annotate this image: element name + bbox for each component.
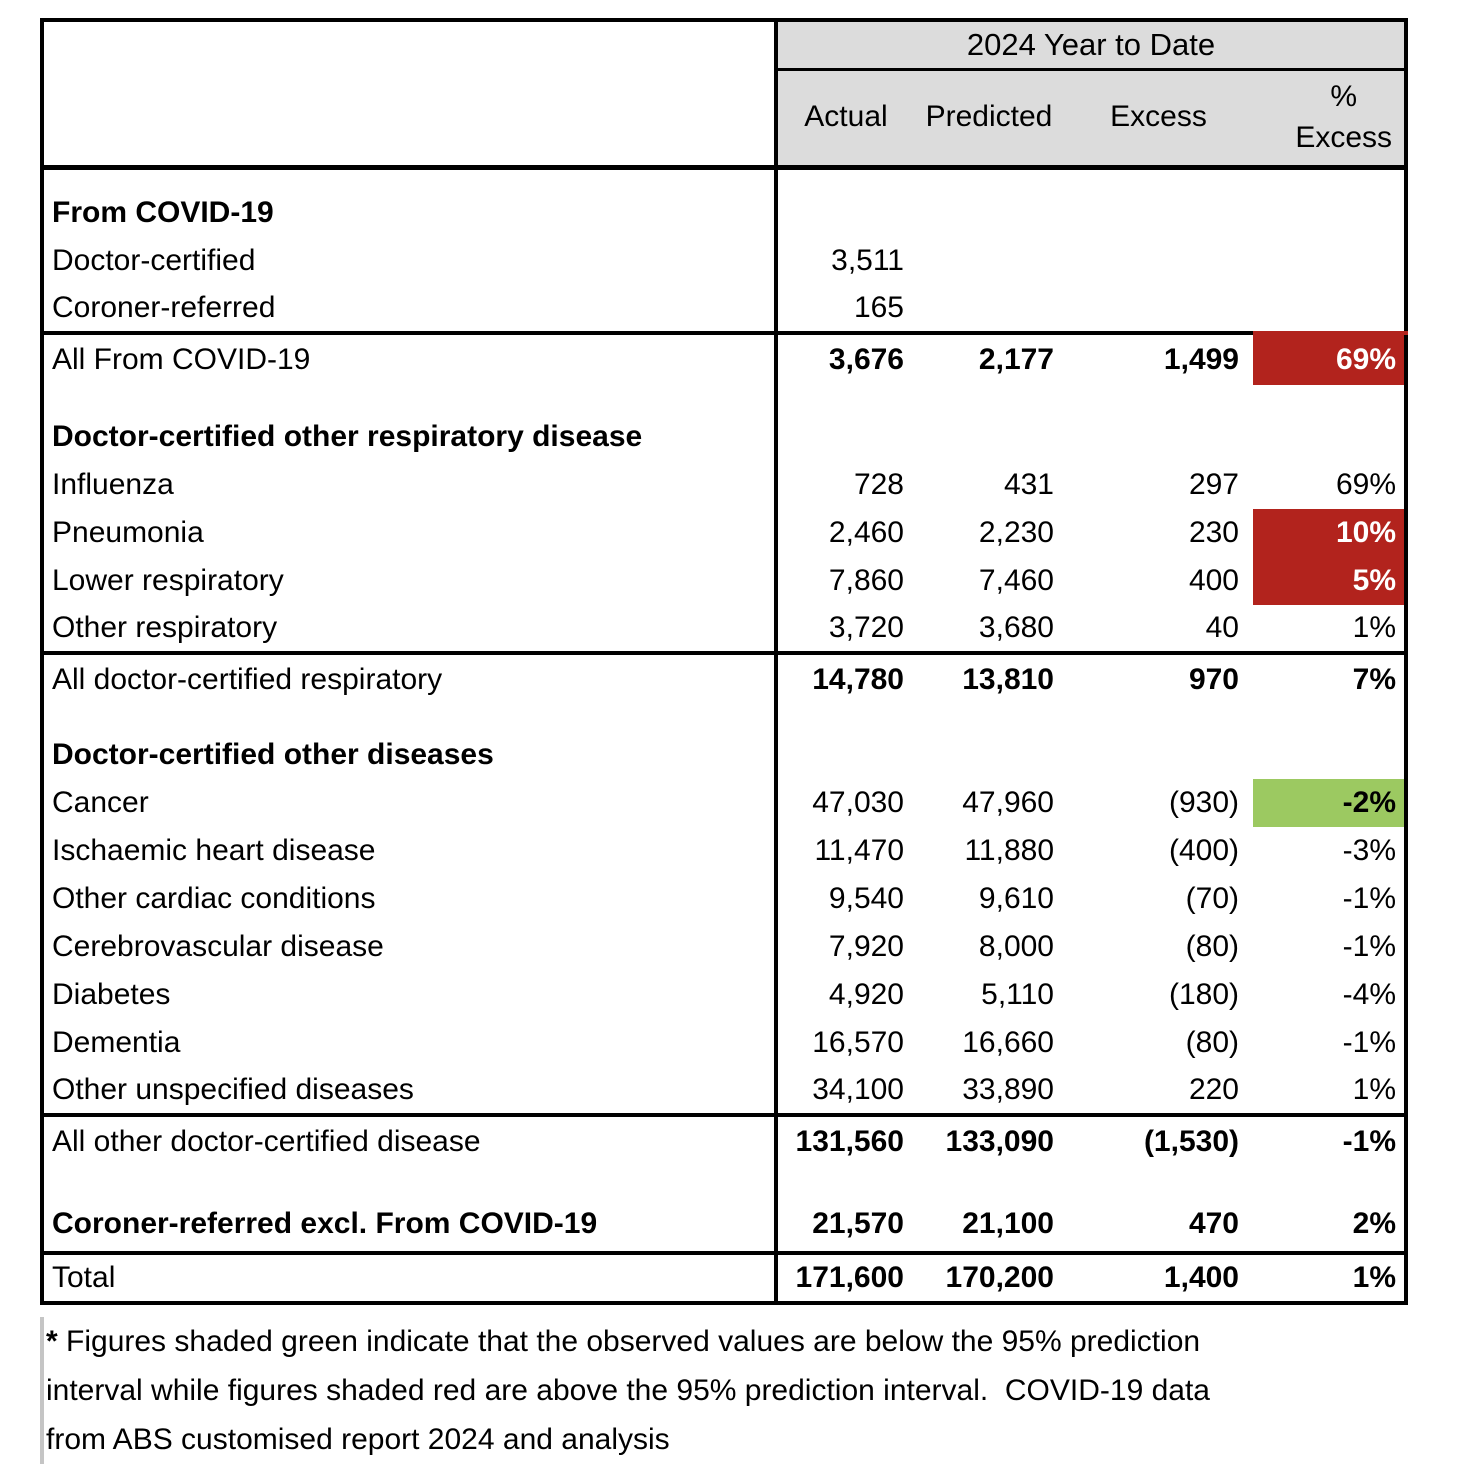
row-label: Other unspecified diseases — [42, 1067, 776, 1115]
row-label: Other cardiac conditions — [42, 875, 776, 923]
cell-pct-excess — [1253, 731, 1406, 779]
cell-excess: 1,499 — [1064, 333, 1253, 385]
cell-predicted — [914, 237, 1064, 285]
table-group-header: 2024 Year to Date — [776, 20, 1406, 69]
cell-actual: 7,920 — [828, 929, 904, 963]
cell-excess: 230 — [1188, 515, 1239, 549]
row-label: Ischaemic heart disease — [42, 827, 776, 875]
cell-excess: 40 — [1205, 610, 1239, 644]
cell-predicted: 33,890 — [962, 1072, 1054, 1106]
excess-mortality-table — [40, 18, 1408, 1305]
cell-predicted: 431 — [1003, 467, 1054, 501]
cell-pct-excess: -1% — [1342, 1025, 1397, 1059]
row-label: All doctor-certified respiratory — [42, 653, 776, 705]
cell-predicted: 47,960 — [962, 785, 1054, 819]
row-label: Pneumonia — [42, 509, 776, 557]
cell-excess: (80) — [1185, 1025, 1239, 1059]
corner-cell — [42, 20, 776, 167]
cell-actual — [776, 189, 914, 237]
cell-excess: (80) — [1185, 929, 1239, 963]
footnote — [40, 1317, 1394, 1464]
cell-pct-excess: 1% — [1352, 1072, 1397, 1106]
table-header-group-row — [42, 20, 1406, 69]
cell-actual: 3,676 — [776, 333, 914, 385]
row-coroner-referred-excl-covid-19 — [42, 1197, 1406, 1253]
cell-pct-excess: -4% — [1342, 977, 1397, 1011]
row-label: Doctor-certified — [42, 237, 776, 285]
cell-actual: 11,470 — [814, 833, 904, 867]
cell-excess: (400) — [1168, 833, 1239, 867]
row-all-other-doctor-certified-disease — [42, 1115, 1406, 1167]
data-table — [40, 18, 1408, 1305]
cell-excess: 297 — [1188, 467, 1239, 501]
row-label: Coroner-referred — [42, 285, 776, 333]
footnote-asterisk: * — [46, 1325, 58, 1358]
cell-actual: 3,511 — [831, 243, 904, 277]
cell-excess: (70) — [1185, 881, 1239, 915]
cell-excess — [1064, 189, 1253, 237]
column-header-actual: Actual — [776, 69, 914, 167]
row-cerebrovascular-disease — [42, 923, 1406, 971]
row-label: All other doctor-certified disease — [42, 1115, 776, 1167]
cell-pct-excess — [1253, 413, 1406, 461]
cell-predicted — [914, 285, 1064, 333]
row-label: Cancer — [42, 779, 776, 827]
cell-actual: 9,540 — [828, 881, 904, 915]
cell-predicted: 11,880 — [964, 833, 1054, 867]
footnote-line-3: from ABS customised report 2024 and analysis — [46, 1423, 670, 1456]
cell-pct-excess: 1% — [1352, 610, 1397, 644]
row-label: Coroner-referred excl. From COVID-19 — [42, 1197, 776, 1253]
cell-predicted: 2,230 — [978, 515, 1054, 549]
cell-excess — [1064, 285, 1253, 333]
cell-pct-excess: 2% — [1352, 1206, 1397, 1240]
cell-actual: 47,030 — [812, 785, 904, 819]
row-label: Total — [42, 1253, 776, 1303]
cell-excess: 220 — [1188, 1072, 1239, 1106]
cell-predicted: 7,460 — [978, 563, 1054, 597]
cell-excess: 970 — [1064, 653, 1253, 705]
row-diabetes — [42, 971, 1406, 1019]
cell-actual: 16,570 — [812, 1025, 904, 1059]
cell-excess: 470 — [1188, 1206, 1239, 1240]
spacer-row — [42, 167, 1406, 189]
cell-excess: (1,530) — [1064, 1115, 1253, 1167]
cell-excess: 1,400 — [1064, 1253, 1253, 1303]
cell-pct-excess-shaded-red: 10% — [1253, 509, 1406, 557]
cell-actual: 34,100 — [812, 1072, 904, 1106]
cell-predicted: 133,090 — [914, 1115, 1064, 1167]
row-section-other-diseases — [42, 731, 1406, 779]
row-coroner-referred — [42, 285, 1406, 333]
column-header-pct-excess — [1253, 69, 1406, 167]
pct-excess-header-stack: % Excess — [1295, 80, 1393, 154]
cell-pct-excess: -1% — [1342, 881, 1397, 915]
cell-predicted: 170,200 — [914, 1253, 1064, 1303]
row-label: Influenza — [42, 461, 776, 509]
spacer-row — [42, 1167, 1406, 1197]
cell-actual: 21,570 — [812, 1206, 904, 1240]
cell-predicted: 13,810 — [914, 653, 1064, 705]
row-label: Doctor-certified other respiratory disease — [42, 413, 776, 461]
cell-predicted: 3,680 — [978, 610, 1054, 644]
column-header-predicted: Predicted — [914, 69, 1064, 167]
row-other-respiratory — [42, 605, 1406, 653]
footnote-line-1: * Figures shaded green indicate that the observed values are below the 95% prediction — [46, 1325, 1201, 1358]
row-total — [42, 1253, 1406, 1303]
cell-pct-excess-shaded-green: -2% — [1253, 779, 1406, 827]
cell-actual: 131,560 — [776, 1115, 914, 1167]
row-lower-respiratory — [42, 557, 1406, 605]
row-doctor-certified — [42, 237, 1406, 285]
cell-pct-excess: -3% — [1342, 833, 1397, 867]
cell-predicted: 8,000 — [978, 929, 1054, 963]
row-influenza — [42, 461, 1406, 509]
cell-excess: (180) — [1168, 977, 1239, 1011]
cell-pct-excess: 7% — [1253, 653, 1406, 705]
cell-pct-excess: -1% — [1253, 1115, 1406, 1167]
cell-predicted: 21,100 — [962, 1206, 1054, 1240]
cell-actual: 165 — [853, 290, 904, 324]
spacer-row — [42, 705, 1406, 731]
cell-predicted — [914, 189, 1064, 237]
cell-pct-excess-shaded-red: 5% — [1253, 557, 1406, 605]
cell-pct-excess: 69% — [1335, 467, 1397, 501]
cell-actual: 4,920 — [828, 977, 904, 1011]
cell-excess: (930) — [1168, 785, 1239, 819]
footnote-line-2: interval while figures shaded red are above the 95% prediction interval. COVID-19 data — [46, 1374, 1210, 1407]
row-other-cardiac-conditions — [42, 875, 1406, 923]
cell-predicted: 2,177 — [914, 333, 1064, 385]
cell-actual: 7,860 — [828, 563, 904, 597]
row-cancer — [42, 779, 1406, 827]
row-ischaemic-heart-disease — [42, 827, 1406, 875]
cell-pct-excess: -1% — [1342, 929, 1397, 963]
row-dementia — [42, 1019, 1406, 1067]
row-label: Cerebrovascular disease — [42, 923, 776, 971]
row-section-other-respiratory-disease — [42, 413, 1406, 461]
row-other-unspecified-diseases — [42, 1067, 1406, 1115]
cell-predicted: 16,660 — [962, 1025, 1054, 1059]
cell-actual: 728 — [853, 467, 904, 501]
cell-pct-excess — [1253, 237, 1406, 285]
cell-actual — [776, 731, 914, 779]
cell-pct-excess-shaded-red: 69% — [1253, 333, 1406, 385]
row-label: Other respiratory — [42, 605, 776, 653]
cell-pct-excess — [1253, 285, 1406, 333]
cell-actual — [776, 413, 914, 461]
row-label: Diabetes — [42, 971, 776, 1019]
cell-excess: 400 — [1188, 563, 1239, 597]
row-all-doctor-certified-respiratory — [42, 653, 1406, 705]
column-header-excess: Excess — [1064, 69, 1253, 167]
cell-predicted — [914, 731, 1064, 779]
cell-actual: 2,460 — [828, 515, 904, 549]
row-section-from-covid-19 — [42, 189, 1406, 237]
cell-predicted: 9,610 — [978, 881, 1054, 915]
row-label: Doctor-certified other diseases — [42, 731, 776, 779]
spacer-row — [42, 385, 1406, 413]
cell-excess — [1064, 237, 1253, 285]
cell-actual: 14,780 — [776, 653, 914, 705]
cell-excess — [1064, 731, 1253, 779]
row-all-from-covid-19 — [42, 333, 1406, 385]
cell-predicted: 5,110 — [981, 977, 1054, 1011]
cell-predicted — [914, 413, 1064, 461]
row-label: From COVID-19 — [42, 189, 776, 237]
cell-actual: 3,720 — [828, 610, 904, 644]
cell-pct-excess — [1253, 189, 1406, 237]
cell-excess — [1064, 413, 1253, 461]
row-pneumonia — [42, 509, 1406, 557]
row-label: Dementia — [42, 1019, 776, 1067]
cell-pct-excess: 1% — [1253, 1253, 1406, 1303]
row-label: All From COVID-19 — [42, 333, 776, 385]
cell-actual: 171,600 — [776, 1253, 914, 1303]
row-label: Lower respiratory — [42, 557, 776, 605]
